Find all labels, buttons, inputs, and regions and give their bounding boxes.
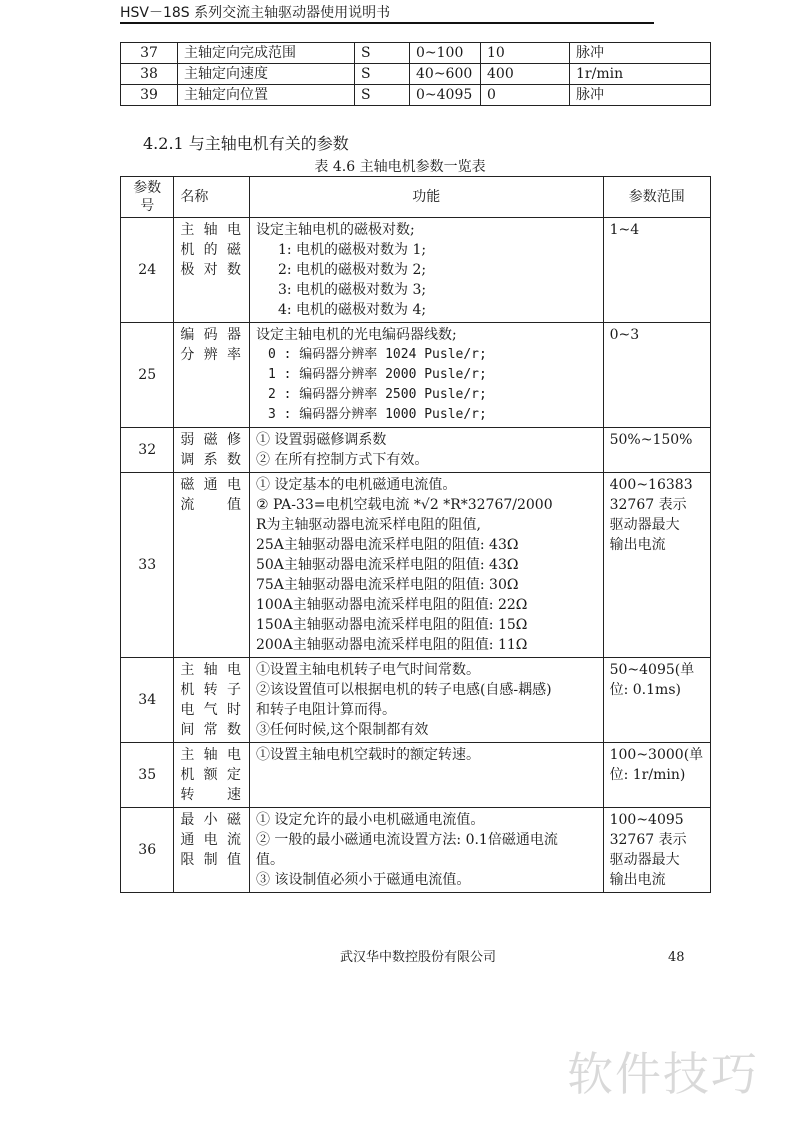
header-row [121, 177, 711, 218]
function-line: ② 在所有控制方式下有效。 [255, 452, 429, 468]
spindle-motor-params-body [121, 218, 711, 893]
function-line: 和转子电阻计算而得。 [255, 702, 396, 718]
param-default: 0 [481, 85, 570, 106]
param-type: S [355, 85, 410, 106]
param-range: 0~4095 [410, 85, 481, 106]
param-number: 35 [121, 743, 174, 808]
function-line: 25A主轴驱动器电流采样电阻的阻值: 43Ω [255, 537, 519, 553]
param-type: S [355, 64, 410, 85]
param-function [249, 218, 603, 323]
range-line: 100~4095 [609, 812, 684, 828]
param-name: 主轴定向速度 [178, 64, 355, 85]
param-function [249, 323, 603, 428]
param-range [603, 743, 710, 808]
param-function [249, 743, 603, 808]
param-type: S [355, 43, 410, 64]
range-line: 400~16383 [609, 477, 693, 493]
param-function [249, 808, 603, 893]
header-rule [120, 22, 654, 24]
range-line: 1~4 [609, 222, 640, 238]
table-caption: 表 4.6 主轴电机参数一览表 [314, 159, 486, 175]
function-line: 75A主轴驱动器电流采样电阻的阻值: 30Ω [255, 577, 519, 593]
function-line: ② 一般的最小磁通电流设置方法: 0.1倍磁通电流 [255, 832, 558, 848]
param-default: 400 [481, 64, 570, 85]
table-row [121, 64, 711, 85]
watermark-text: 软件技巧 [567, 1047, 759, 1101]
function-line: ① 设定基本的电机磁通电流值。 [255, 477, 457, 493]
param-range: 0~100 [410, 43, 481, 64]
range-line: 位: 0.1ms) [609, 682, 681, 698]
param-name: 主轴定向位置 [178, 85, 355, 106]
range-line: 输出电流 [609, 872, 666, 888]
function-line: 2: 电机的磁极对数为 2; [277, 262, 427, 278]
function-line: 1 : 编码器分辨率 2000 Pusle/r; [267, 367, 487, 382]
function-line: 50A主轴驱动器电流采样电阻的阻值: 43Ω [255, 557, 519, 573]
function-line: ① 设置弱磁修调系数 [255, 432, 387, 448]
table-row [121, 218, 711, 323]
range-line: 0~3 [609, 327, 640, 343]
range-line: 50~4095(单 [609, 662, 695, 678]
range-line: 50%~150% [609, 432, 693, 448]
function-line: 值。 [255, 852, 284, 868]
function-line: ①设置主轴电机转子电气时间常数。 [255, 662, 480, 678]
function-line: 1: 电机的磁极对数为 1; [277, 242, 427, 258]
orientation-params-table [120, 42, 711, 106]
param-function [249, 658, 603, 743]
table-row [121, 743, 711, 808]
param-number: 34 [121, 658, 174, 743]
param-number: 38 [121, 64, 178, 85]
param-number: 24 [121, 218, 174, 323]
section-heading: 4.2.1 与主轴电机有关的参数 [143, 134, 349, 153]
orientation-params-body [121, 43, 711, 106]
param-number: 32 [121, 428, 174, 473]
function-line: 3: 电机的磁极对数为 3; [277, 282, 427, 298]
param-number: 37 [121, 43, 178, 64]
range-line: 驱动器最大 [609, 517, 680, 533]
function-line: ③ 该设制值必须小于磁通电流值。 [255, 872, 471, 888]
range-line: 100~3000(单 [609, 747, 704, 763]
header-param-number: 参数号 [121, 177, 174, 218]
param-function [249, 428, 603, 473]
param-range [603, 323, 710, 428]
function-line: 4: 电机的磁极对数为 4; [277, 302, 427, 318]
function-line: ②该设置值可以根据电机的转子电感(自感-耦感) [255, 682, 552, 698]
function-line: ①设置主轴电机空载时的额定转速。 [255, 747, 480, 763]
range-line: 32767 表示 [609, 832, 687, 848]
table-row [121, 428, 711, 473]
param-name: 弱磁修调系数 [174, 428, 250, 473]
function-line: 200A主轴驱动器电流采样电阻的阻值: 11Ω [255, 637, 528, 653]
function-line: 100A主轴驱动器电流采样电阻的阻值: 22Ω [255, 597, 528, 613]
spindle-motor-params-table [120, 176, 711, 893]
function-line: 设定主轴电机的磁极对数; [255, 222, 415, 238]
function-line: ① 设定允许的最小电机磁通电流值。 [255, 812, 485, 828]
param-range [603, 473, 710, 658]
param-name: 主轴电机转子电气时间常数 [174, 658, 250, 743]
header-range: 参数范围 [603, 177, 710, 218]
param-name: 主轴定向完成范围 [178, 43, 355, 64]
function-line: 150A主轴驱动器电流采样电阻的阻值: 15Ω [255, 617, 528, 633]
table-row [121, 473, 711, 658]
param-number: 39 [121, 85, 178, 106]
param-function [249, 473, 603, 658]
table-row [121, 43, 711, 64]
document-header-title: HSV－18S 系列交流主轴驱动器使用说明书 [120, 5, 391, 21]
header-function: 功能 [249, 177, 603, 218]
range-line: 32767 表示 [609, 497, 687, 513]
range-line: 位: 1r/min) [609, 767, 686, 783]
param-range: 40~600 [410, 64, 481, 85]
param-name: 主轴电机额定转速 [174, 743, 250, 808]
param-unit: 脉冲 [570, 43, 711, 64]
param-range [603, 428, 710, 473]
param-range [603, 218, 710, 323]
table-row [121, 85, 711, 106]
param-name: 最小磁通电流限制值 [174, 808, 250, 893]
range-line: 输出电流 [609, 537, 666, 553]
table-row [121, 323, 711, 428]
function-line: 2 : 编码器分辨率 2500 Pusle/r; [267, 387, 487, 402]
param-range [603, 808, 710, 893]
function-line: 设定主轴电机的光电编码器线数; [255, 327, 457, 343]
table-row [121, 808, 711, 893]
function-line: 0 : 编码器分辨率 1024 Pusle/r; [267, 347, 487, 362]
param-unit: 1r/min [570, 64, 711, 85]
function-line: R为主轴驱动器电流采样电阻的阻值, [255, 517, 481, 533]
param-name: 磁通电流值 [174, 473, 250, 658]
param-number: 36 [121, 808, 174, 893]
param-number: 25 [121, 323, 174, 428]
table-header [121, 177, 711, 218]
footer-company: 武汉华中数控股份有限公司 [340, 950, 497, 965]
function-line: ② PA-33=电机空载电流 *√2 *R*32767/2000 [255, 497, 553, 513]
table-row [121, 658, 711, 743]
param-default: 10 [481, 43, 570, 64]
param-number: 33 [121, 473, 174, 658]
param-name: 编码器分辨率 [174, 323, 250, 428]
range-line: 驱动器最大 [609, 852, 680, 868]
param-unit: 脉冲 [570, 85, 711, 106]
function-line: ③任何时候,这个限制都有效 [255, 722, 429, 738]
param-name: 主轴电机的磁极对数 [174, 218, 250, 323]
page-number: 48 [668, 950, 685, 965]
header-name: 名称 [174, 177, 250, 218]
param-range [603, 658, 710, 743]
function-line: 3 : 编码器分辨率 1000 Pusle/r; [267, 407, 487, 422]
